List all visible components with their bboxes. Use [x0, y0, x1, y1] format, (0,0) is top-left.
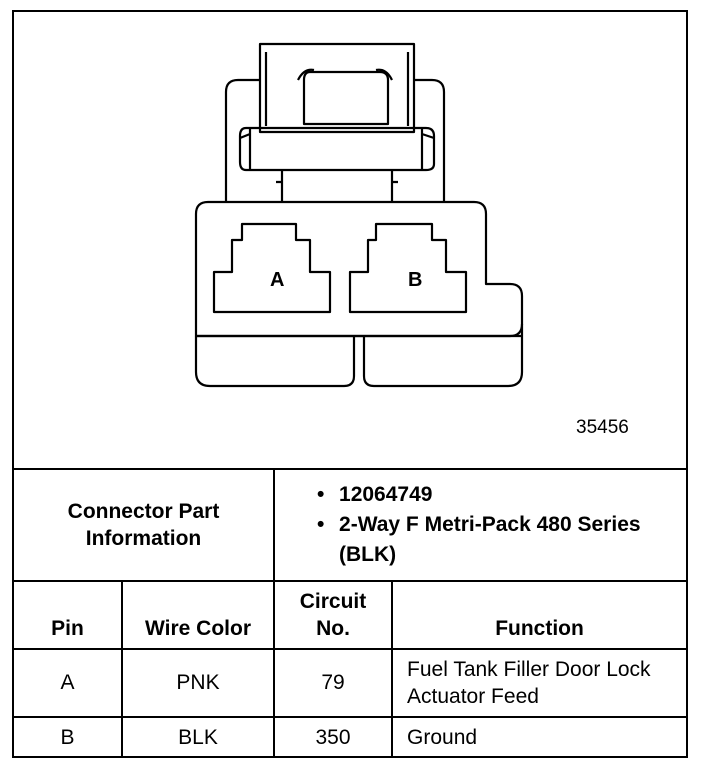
part-info-item: [317, 480, 686, 510]
bullet-icon: •: [317, 513, 325, 536]
connector-center-rib: [196, 336, 522, 350]
connector-upper-body: [226, 80, 444, 202]
function-cell: Ground: [392, 717, 686, 757]
connector-latch-detail: [240, 128, 434, 170]
table-row: [14, 717, 686, 757]
part-info-list: [274, 469, 686, 581]
connector-lock-ribs: [266, 52, 408, 126]
part-info-label: Connector Part Information: [14, 469, 274, 581]
header-circuit-no-text: Circuit No.: [299, 590, 367, 640]
pin-label-b: B: [408, 269, 423, 291]
connector-neck: [276, 170, 398, 202]
wire-color-cell: BLK: [122, 717, 274, 757]
cavity-a-outline: [214, 224, 330, 312]
figure-number: 35456: [576, 417, 629, 438]
pin-label-a: A: [270, 269, 285, 291]
header-pin: Pin: [14, 581, 122, 649]
part-description: 2-Way F Metri-Pack 480 Series (BLK): [339, 513, 641, 566]
connector-latch-bar: [240, 128, 434, 170]
connector-lock-tab: [260, 44, 414, 132]
wire-color-cell: PNK: [122, 649, 274, 717]
pin-cell: A: [14, 649, 122, 717]
bullet-icon: •: [317, 483, 325, 506]
header-function: Function: [392, 581, 686, 649]
cavity-b-outline: [350, 224, 466, 312]
connector-inner-outline: [196, 324, 522, 386]
part-info-row: [14, 469, 686, 581]
connector-illustration: [14, 12, 686, 468]
table-row: [14, 649, 686, 717]
part-info-item: [317, 510, 686, 570]
connector-main-body: [196, 202, 522, 336]
circuit-no-cell: 79: [274, 649, 392, 717]
circuit-no-cell: 350: [274, 717, 392, 757]
header-wire-color: Wire Color: [122, 581, 274, 649]
function-cell: Fuel Tank Filler Door Lock Actuator Feed: [392, 649, 686, 717]
diagram-frame: [12, 10, 688, 758]
connector-drawing: [14, 12, 686, 468]
connector-info-table: [14, 468, 686, 757]
table-header-row: [14, 581, 686, 649]
header-circuit-no: [274, 581, 392, 649]
part-number: 12064749: [339, 483, 433, 506]
pin-cell: B: [14, 717, 122, 757]
connector-lock-window: [304, 72, 388, 124]
